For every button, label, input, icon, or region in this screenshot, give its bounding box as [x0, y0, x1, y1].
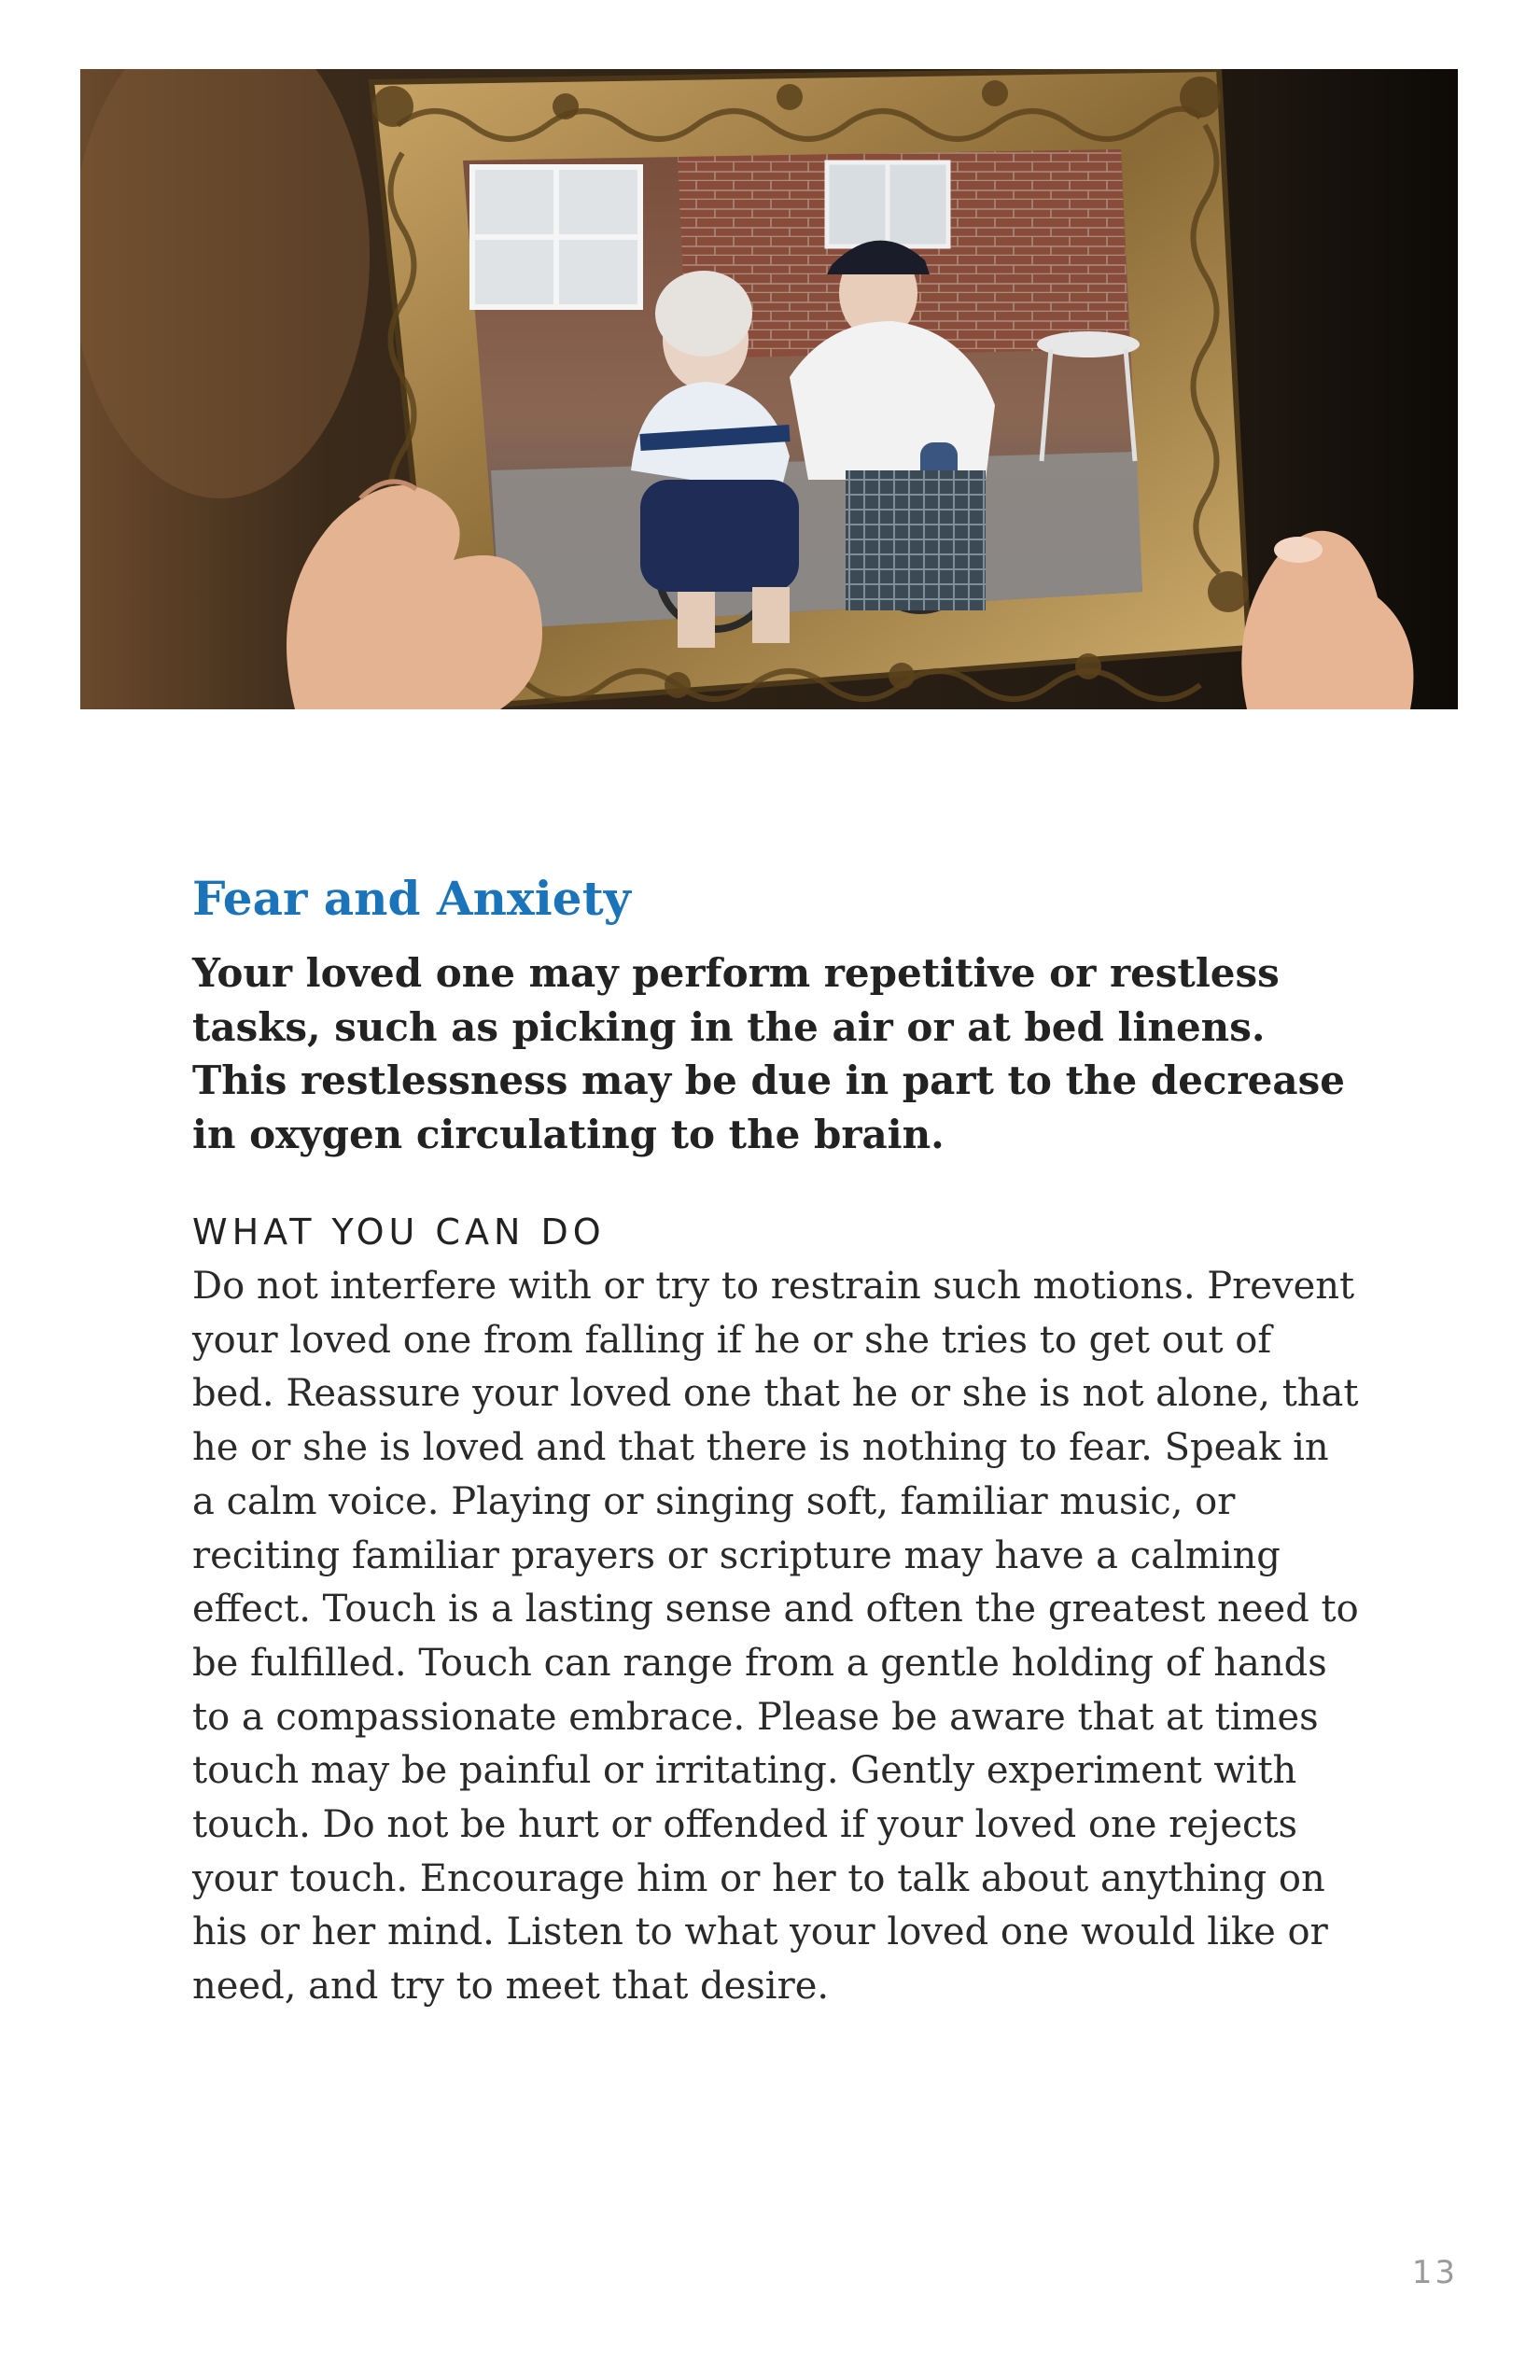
intro-paragraph: Your loved one may perform repetitive or restless tasks, such as picking in the air or at bed linens. This restlessness may be due in part to the decrease in oxygen circulating to the brain. [192, 950, 1345, 1157]
section-heading: Fear and Anxiety [192, 871, 631, 926]
main-content [192, 868, 1359, 2014]
body-paragraph: Do not interfere with or try to restrain such motions. Prevent your loved one from falling if he or she tries to get out of bed. Reassure your loved one that he or she is not alone, that he or she is loved and that there is nothing to fear. Speak in a calm voice. Playing or singing soft, familiar music, or reciting familiar prayers or scripture may have a calming effect. Touch is a lasting sense and often the greatest need to be fulfilled. Touch can range from a gentle holding of hands to a compassionate embrace. Please be aware that at times touch may be painful or irritating. Gently experiment with touch. Do not be hurt or offended if your loved one rejects your touch. Encourage him or her to talk about anything on his or her mind. Listen to what your loved one would like or need, and try to meet that desire. [192, 1265, 1359, 2009]
what-you-can-do-subhead: WHAT YOU CAN DO [192, 1211, 606, 1253]
page-number: 13 [1411, 2254, 1458, 2291]
framed-photo-illustration [80, 69, 1458, 709]
hero-photo [80, 69, 1458, 709]
